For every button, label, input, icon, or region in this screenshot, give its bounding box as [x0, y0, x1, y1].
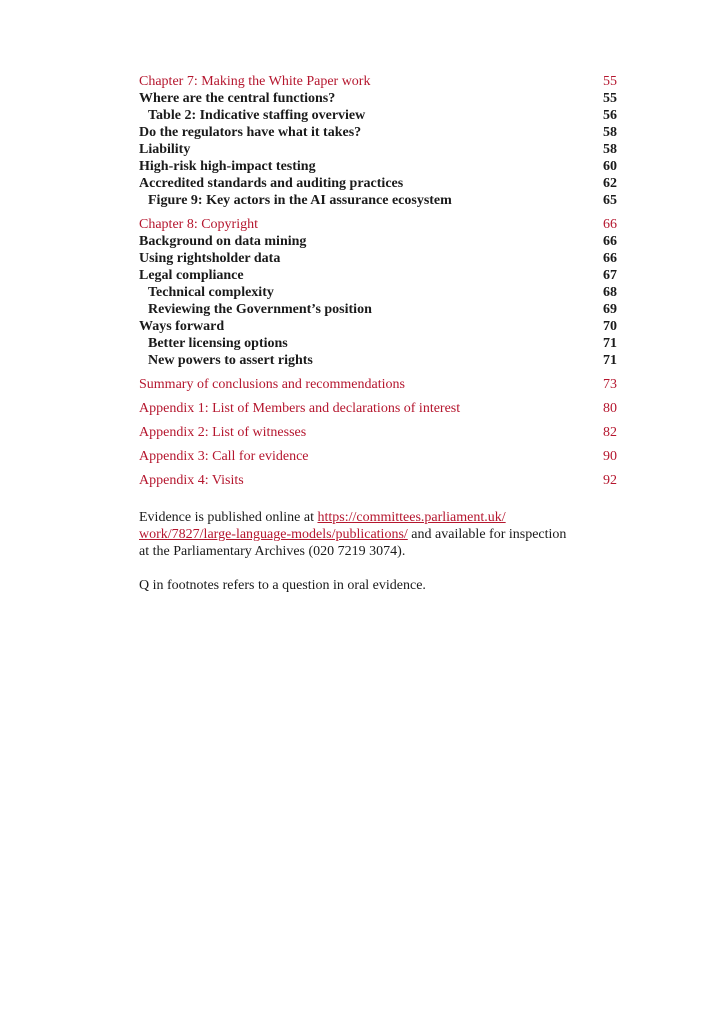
contents-page: [139, 73, 620, 594]
toc-entry-chapter[interactable]: [139, 400, 620, 417]
toc-entry-page-number: 56: [603, 108, 617, 123]
toc-entry-label: Better licensing options: [148, 336, 288, 351]
toc-entry-page-number: 66: [603, 251, 617, 266]
toc-entry-page-number: 71: [603, 336, 617, 351]
toc-entry-chapter[interactable]: [139, 424, 620, 441]
toc-entry-label: Appendix 4: Visits: [139, 473, 244, 488]
group-gap: [139, 441, 620, 448]
toc-entry-chapter[interactable]: [139, 216, 620, 233]
toc-group: [139, 216, 620, 369]
group-gap: [139, 417, 620, 424]
toc-entry-label: Technical complexity: [148, 285, 274, 300]
footnote-note: Q in footnotes refers to a question in oral evidence.: [139, 578, 426, 593]
toc-entry-section[interactable]: [139, 90, 620, 107]
toc-entry-label: Appendix 3: Call for evidence: [139, 449, 309, 464]
toc-entry-label: Chapter 8: Copyright: [139, 217, 258, 232]
group-gap: [139, 393, 620, 400]
toc-entry-sub[interactable]: [139, 352, 620, 369]
toc-entry-section[interactable]: [139, 124, 620, 141]
toc-entry-page-number: 60: [603, 159, 617, 174]
toc-entry-sub[interactable]: [139, 301, 620, 318]
toc-entry-section[interactable]: [139, 250, 620, 267]
toc-entry-label: Accredited standards and auditing practices: [139, 176, 404, 191]
toc-entry-page-number: 73: [603, 377, 617, 392]
group-gap: [139, 209, 620, 216]
toc-entry-label: Figure 9: Key actors in the AI assurance ecosystem: [148, 193, 452, 208]
group-gap: [139, 465, 620, 472]
toc-entry-label: Chapter 7: Making the White Paper work: [139, 74, 371, 89]
toc-entry-page-number: 65: [603, 193, 617, 208]
toc-entry-label: Legal compliance: [139, 268, 244, 283]
toc-entry-page-number: 71: [603, 353, 617, 368]
evidence-suffix: and available for inspection: [407, 527, 567, 542]
toc-entry-label: Liability: [139, 142, 191, 157]
toc-entry-page-number: 58: [603, 125, 617, 140]
toc-entry-page-number: 67: [603, 268, 617, 283]
toc-entry-label: Appendix 1: List of Members and declarations of interest: [139, 401, 461, 416]
toc-entry-label: Do the regulators have what it takes?: [139, 125, 362, 140]
toc-entry-chapter[interactable]: [139, 73, 620, 90]
toc-entry-label: New powers to assert rights: [148, 353, 313, 368]
toc-entry-chapter[interactable]: [139, 448, 620, 465]
toc-group: [139, 472, 620, 489]
toc-entry-label: High-risk high-impact testing: [139, 159, 316, 174]
toc-entry-page-number: 69: [603, 302, 617, 317]
toc-entry-page-number: 62: [603, 176, 617, 191]
toc-entry-label: Background on data mining: [139, 234, 307, 249]
toc-group: [139, 400, 620, 417]
toc-entry-page-number: 80: [603, 401, 617, 416]
evidence-paragraph: [139, 509, 620, 560]
evidence-link-part2[interactable]: work/7827/large-language-models/publications/: [139, 527, 408, 542]
toc-entry-section[interactable]: [139, 318, 620, 335]
toc-entry-label: Table 2: Indicative staffing overview: [148, 108, 366, 123]
toc-entry-page-number: 55: [603, 91, 617, 106]
toc-group: [139, 448, 620, 465]
evidence-archives-line: at the Parliamentary Archives (020 7219 3074).: [139, 544, 406, 559]
toc-entry-sub[interactable]: [139, 284, 620, 301]
evidence-prefix: Evidence is published online at: [139, 510, 318, 525]
toc-entry-chapter[interactable]: [139, 376, 620, 393]
toc-group: [139, 376, 620, 393]
toc-entry-label: Using rightsholder data: [139, 251, 281, 266]
toc-entry-sub[interactable]: [139, 107, 620, 124]
toc-entry-page-number: 70: [603, 319, 617, 334]
toc-entry-page-number: 90: [603, 449, 617, 464]
toc-entry-section[interactable]: [139, 158, 620, 175]
toc-entry-section[interactable]: [139, 141, 620, 158]
toc-group: [139, 424, 620, 441]
toc-entry-page-number: 66: [603, 234, 617, 249]
toc-entry-label: Reviewing the Government’s position: [148, 302, 372, 317]
toc-group: [139, 73, 620, 209]
toc-entry-section[interactable]: [139, 267, 620, 284]
evidence-link-part1[interactable]: https://committees.parliament.uk/: [317, 510, 506, 525]
toc-entry-page-number: 82: [603, 425, 617, 440]
toc-entry-page-number: 66: [603, 217, 617, 232]
toc-entry-section[interactable]: [139, 175, 620, 192]
toc-entry-page-number: 58: [603, 142, 617, 157]
group-gap: [139, 369, 620, 376]
toc-entry-label: Appendix 2: List of witnesses: [139, 425, 307, 440]
toc-entry-page-number: 68: [603, 285, 617, 300]
toc-entry-sub[interactable]: [139, 335, 620, 352]
toc-entry-page-number: 55: [603, 74, 617, 89]
toc-entry-sub[interactable]: [139, 192, 620, 209]
toc-entry-section[interactable]: [139, 233, 620, 250]
table-of-contents: [139, 73, 620, 489]
toc-entry-label: Ways forward: [139, 319, 225, 334]
toc-entry-label: Summary of conclusions and recommendations: [139, 377, 405, 392]
toc-entry-label: Where are the central functions?: [139, 91, 336, 106]
toc-entry-chapter[interactable]: [139, 472, 620, 489]
toc-entry-page-number: 92: [603, 473, 617, 488]
